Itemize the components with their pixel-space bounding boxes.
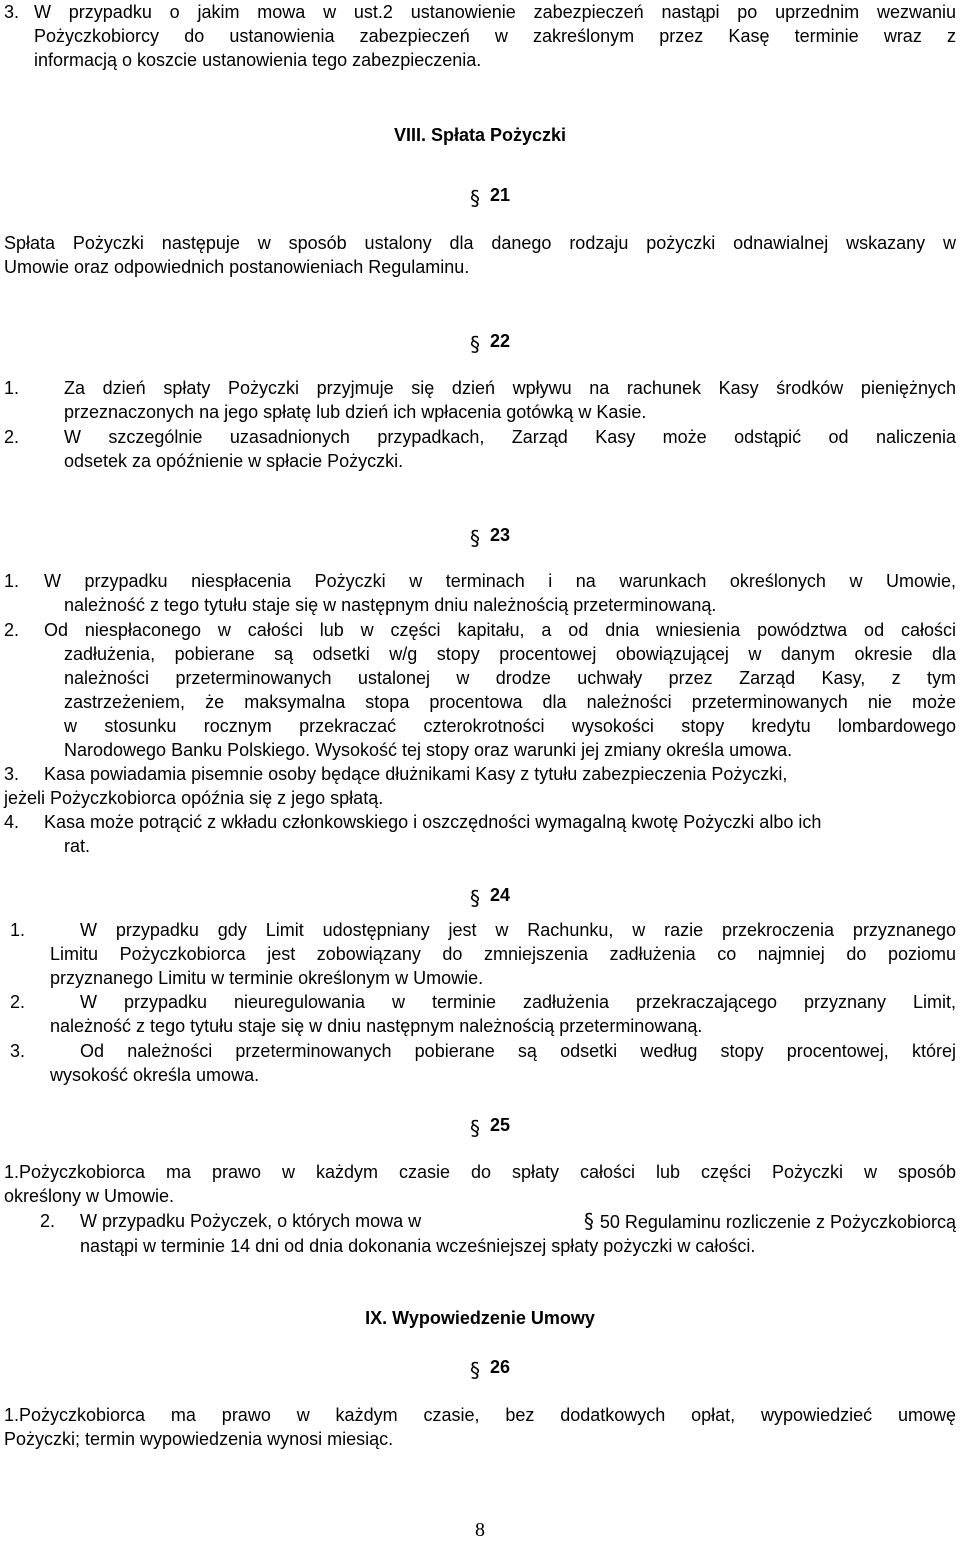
paragraph-23-item-3-number: 3. — [4, 764, 20, 784]
paragraph-23-item-2 — [4, 618, 956, 762]
paragraph-22-item-1-number: 1. — [4, 378, 20, 398]
paragraph-24-item-3-line-2: wysokość określa umowa. — [50, 1065, 260, 1085]
paragraph-25-item-2-line-2: nastąpi w terminie 14 dni od dnia dokonania wcześniejszej spłaty pożyczki w całości. — [80, 1236, 756, 1256]
paragraph-23-heading — [455, 520, 525, 550]
paragraph-25-item-2 — [40, 1209, 956, 1258]
paragraph-23-item-4-line-2: rat. — [64, 836, 91, 856]
paragraph-24-item-1-line-3: przyznanego Limitu w terminie określonym w Umowie. — [50, 968, 484, 988]
paragraph-25-item-2-line-1-start: W przypadku Pożyczek, o których mowa w — [80, 1211, 422, 1231]
paragraph-22-number: 22 — [489, 331, 511, 351]
paragraph-25-item-2-line-1-end: § 50 Regulaminu rozliczenie z Pożyczkobiorcą — [583, 1209, 956, 1233]
page-number: 8 — [475, 1519, 485, 1541]
paragraph-24-item-3-line-1: Od należności przeterminowanych pobierane są odsetki według stopy procentowej, której — [80, 1041, 956, 1061]
paragraph-25-heading — [455, 1110, 525, 1140]
paragraph-22-item-2 — [4, 425, 956, 473]
paragraph-22-item-2-line-1: W szczególnie uzasadnionych przypadkach, Zarząd Kasy może odstąpić od naliczenia — [64, 427, 956, 447]
paragraph-24-item-3-number: 3. — [10, 1041, 26, 1061]
paragraph-22-item-1-line-2: przeznaczonych na jego spłatę lub dzień ich wpłacenia gotówką w Kasie. — [64, 402, 647, 422]
section-sign-icon: § — [583, 1209, 594, 1233]
paragraph-24-item-1-number: 1. — [10, 920, 26, 940]
paragraph-25-item-1-line-1: 1.Pożyczkobiorca ma prawo w każdym czasie do spłaty całości lub części Pożyczki w sposób — [4, 1162, 956, 1182]
paragraph-23-item-1-line-2: należność z tego tytułu staje się w następnym dniu należnością przeterminowaną. — [64, 595, 717, 615]
paragraph-26-item-1-line-1: 1.Pożyczkobiorca ma prawo w każdym czasie, bez dodatkowych opłat, wypowiedzieć umowę — [4, 1405, 956, 1425]
paragraph-23-item-2-line-4: zastrzeżeniem, że maksymalna stopa procentowa dla należności przeterminowanych nie może — [64, 692, 956, 712]
paragraph-24-item-1-line-1: W przypadku gdy Limit udostępniany jest w Rachunku, w razie przekroczenia przyznanego — [80, 920, 956, 940]
section-ix-heading: IX. Wypowiedzenie Umowy — [365, 1308, 595, 1328]
section-sign-icon: § — [469, 332, 480, 356]
intro-item-3 — [4, 0, 956, 72]
intro-item-3-line-2: Pożyczkobiorcy do ustanowienia zabezpieczeń w zakreślonym przez Kasę terminie wraz z — [34, 26, 956, 46]
paragraph-25-item-2-number: 2. — [40, 1211, 56, 1231]
paragraph-21-text — [4, 231, 956, 279]
paragraph-24-item-2-line-1: W przypadku nieuregulowania w terminie zadłużenia przekraczającego przyznany Limit, — [80, 992, 956, 1012]
paragraph-23-item-2-line-5: w stosunku rocznym przekraczać czterokrotności wysokości stopy kredytu lombardowego — [64, 716, 956, 736]
section-viii-heading: VIII. Spłata Pożyczki — [393, 125, 567, 145]
paragraph-25-number: 25 — [489, 1115, 511, 1135]
paragraph-25-item-1 — [4, 1160, 956, 1208]
paragraph-23-item-4 — [4, 810, 956, 858]
paragraph-21-number: 21 — [489, 185, 511, 205]
section-sign-icon: § — [469, 526, 480, 550]
paragraph-23-item-3-line-1: 3. Kasa powiadamia pisemnie osoby będące dłużnikami Kasy z tytułu zabezpieczenia Pożyczki, — [4, 764, 788, 784]
paragraph-23-item-2-line-3: należności przeterminowanych ustalonej w drodze uchwały przez Zarząd Kasy, z tym — [64, 668, 956, 688]
paragraph-24-item-2-line-2: należność z tego tytułu staje się w dniu następnym należnością przeterminowaną. — [50, 1016, 703, 1036]
paragraph-25-item-2-line-1 — [80, 1209, 956, 1234]
paragraph-22-item-1-line-1: Za dzień spłaty Pożyczki przyjmuje się dzień wpływu na rachunek Kasy środków pieniężnych — [64, 378, 956, 398]
paragraph-23-item-4-line-1: Kasa może potrącić z wkładu członkowskiego i oszczędności wymagalną kwotę Pożyczki albo ich — [44, 812, 822, 832]
paragraph-21-line-2: Umowie oraz odpowiednich postanowieniach Regulaminu. — [4, 257, 470, 277]
paragraph-23-item-2-line-6: Narodowego Banku Polskiego. Wysokość tej stopy oraz warunki jej zmiany określa umowa. — [64, 740, 793, 760]
section-sign-icon: § — [469, 1116, 480, 1140]
paragraph-23-number: 23 — [489, 525, 511, 545]
paragraph-24-item-1-line-2: Limitu Pożyczkobiorca jest zobowiązany do zmniejszenia zadłużenia co najmniej do poziomu — [50, 944, 956, 964]
paragraph-24-item-2 — [10, 990, 956, 1038]
section-sign-icon: § — [469, 1358, 480, 1382]
paragraph-24-item-3 — [10, 1039, 956, 1087]
paragraph-23-item-1-line-1: W przypadku niespłacenia Pożyczki w terminach i na warunkach określonych w Umowie, — [44, 571, 956, 591]
section-sign-icon: § — [469, 186, 480, 210]
paragraph-22-item-2-line-2: odsetek za opóźnienie w spłacie Pożyczki. — [64, 451, 404, 471]
intro-item-3-number: 3. — [4, 2, 20, 22]
paragraph-26-number: 26 — [489, 1357, 511, 1377]
paragraph-23-item-2-line-2: zadłużenia, pobierane są odsetki w/g stopy procentowej obowiązującej w danym okresie dla — [64, 644, 956, 664]
paragraph-23-item-4-number: 4. — [4, 812, 20, 832]
paragraph-23-item-2-number: 2. — [4, 620, 20, 640]
paragraph-22-item-2-number: 2. — [4, 427, 20, 447]
paragraph-25-item-1-line-2: określony w Umowie. — [4, 1186, 175, 1206]
paragraph-22-heading — [455, 326, 525, 356]
intro-item-3-line-3: informacją o koszcie ustanowienia tego zabezpieczenia. — [34, 50, 482, 70]
paragraph-23-item-1 — [4, 569, 956, 617]
paragraph-24-item-1 — [10, 918, 956, 990]
paragraph-26-item-1-line-2: Pożyczki; termin wypowiedzenia wynosi miesiąc. — [4, 1429, 394, 1449]
section-sign-icon: § — [469, 886, 480, 910]
paragraph-26-item-1 — [4, 1403, 956, 1451]
paragraph-26-heading — [455, 1352, 525, 1382]
paragraph-24-heading — [455, 880, 525, 910]
paragraph-22-item-1 — [4, 376, 956, 424]
paragraph-24-item-2-number: 2. — [10, 992, 26, 1012]
paragraph-21-heading — [455, 180, 525, 210]
paragraph-23-item-1-number: 1. — [4, 571, 20, 591]
paragraph-23-item-3 — [4, 762, 956, 810]
paragraph-24-number: 24 — [489, 885, 511, 905]
paragraph-23-item-2-line-1: Od niespłaconego w całości lub w części kapitału, a od dnia wniesienia powództwa od całości — [44, 620, 956, 640]
paragraph-21-line-1: Spłata Pożyczki następuje w sposób ustalony dla danego rodzaju pożyczki odnawialnej wskazany w — [4, 233, 956, 253]
paragraph-23-item-3-line-2: jeżeli Pożyczkobiorca opóźnia się z jego spłatą. — [4, 788, 384, 808]
intro-item-3-line-1: W przypadku o jakim mowa w ust.2 ustanowienie zabezpieczeń nastąpi po uprzednim wezwaniu — [34, 2, 956, 22]
